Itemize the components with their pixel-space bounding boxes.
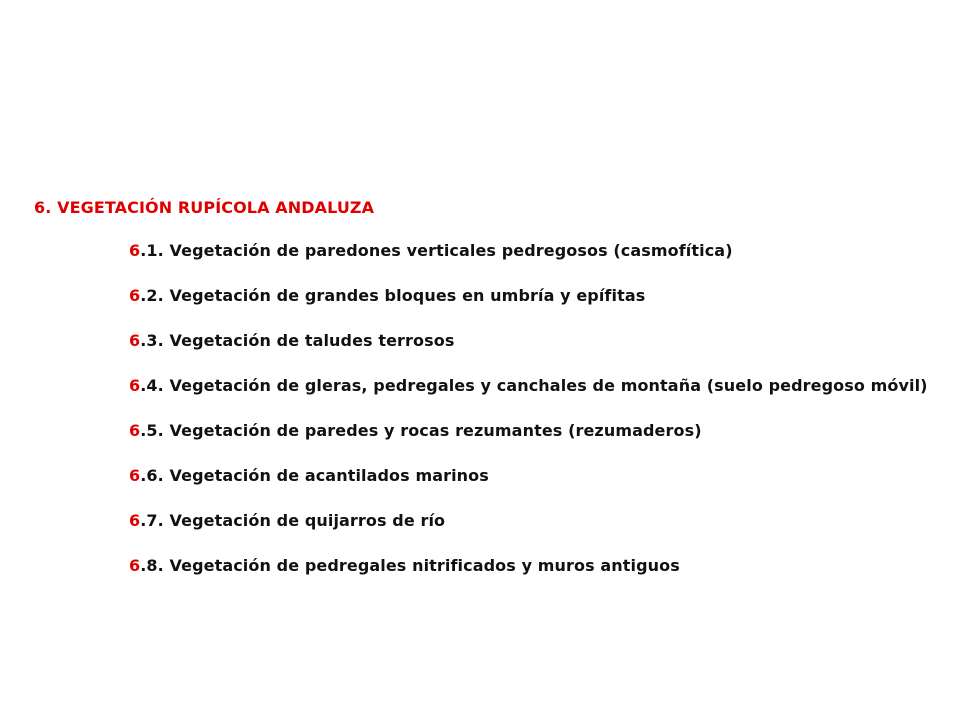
item-text: Vegetación de paredones verticales pedregosos (casmofítica) [169, 241, 733, 260]
item-major-number: 6 [129, 286, 141, 305]
item-major-number: 6 [129, 331, 141, 350]
item-separator: . [140, 331, 147, 350]
item-text: Vegetación de grandes bloques en umbría y epífitas [169, 286, 646, 305]
list-item [129, 421, 928, 466]
item-separator: . [140, 511, 147, 530]
item-minor-number: 7. [146, 511, 170, 530]
list-item [129, 466, 928, 511]
item-text: Vegetación de gleras, pedregales y canchales de montaña (suelo pedregoso móvil) [169, 376, 928, 395]
item-minor-number: 5. [146, 421, 170, 440]
item-minor-number: 8. [146, 556, 170, 575]
item-major-number: 6 [129, 421, 141, 440]
item-separator: . [140, 556, 147, 575]
item-major-number: 6 [129, 511, 141, 530]
list-item [129, 286, 928, 331]
subsection-list [129, 241, 928, 601]
item-major-number: 6 [129, 556, 141, 575]
item-minor-number: 2. [146, 286, 170, 305]
item-separator: . [140, 421, 147, 440]
item-text: Vegetación de taludes terrosos [169, 331, 455, 350]
item-text: Vegetación de paredes y rocas rezumantes (rezumaderos) [169, 421, 702, 440]
item-text: Vegetación de acantilados marinos [169, 466, 489, 485]
list-item [129, 241, 928, 286]
item-separator: . [140, 376, 147, 395]
item-separator: . [140, 286, 147, 305]
item-separator: . [140, 241, 147, 260]
item-separator: . [140, 466, 147, 485]
item-text: Vegetación de pedregales nitrificados y muros antiguos [169, 556, 680, 575]
list-item [129, 331, 928, 376]
item-major-number: 6 [129, 376, 141, 395]
section-title: 6. VEGETACIÓN RUPÍCOLA ANDALUZA [34, 198, 375, 217]
item-major-number: 6 [129, 241, 141, 260]
list-item [129, 511, 928, 556]
item-minor-number: 4. [146, 376, 170, 395]
item-text: Vegetación de quijarros de río [169, 511, 446, 530]
item-minor-number: 3. [146, 331, 170, 350]
item-minor-number: 6. [146, 466, 170, 485]
list-item [129, 376, 928, 421]
item-major-number: 6 [129, 466, 141, 485]
item-minor-number: 1. [146, 241, 170, 260]
list-item [129, 556, 928, 601]
